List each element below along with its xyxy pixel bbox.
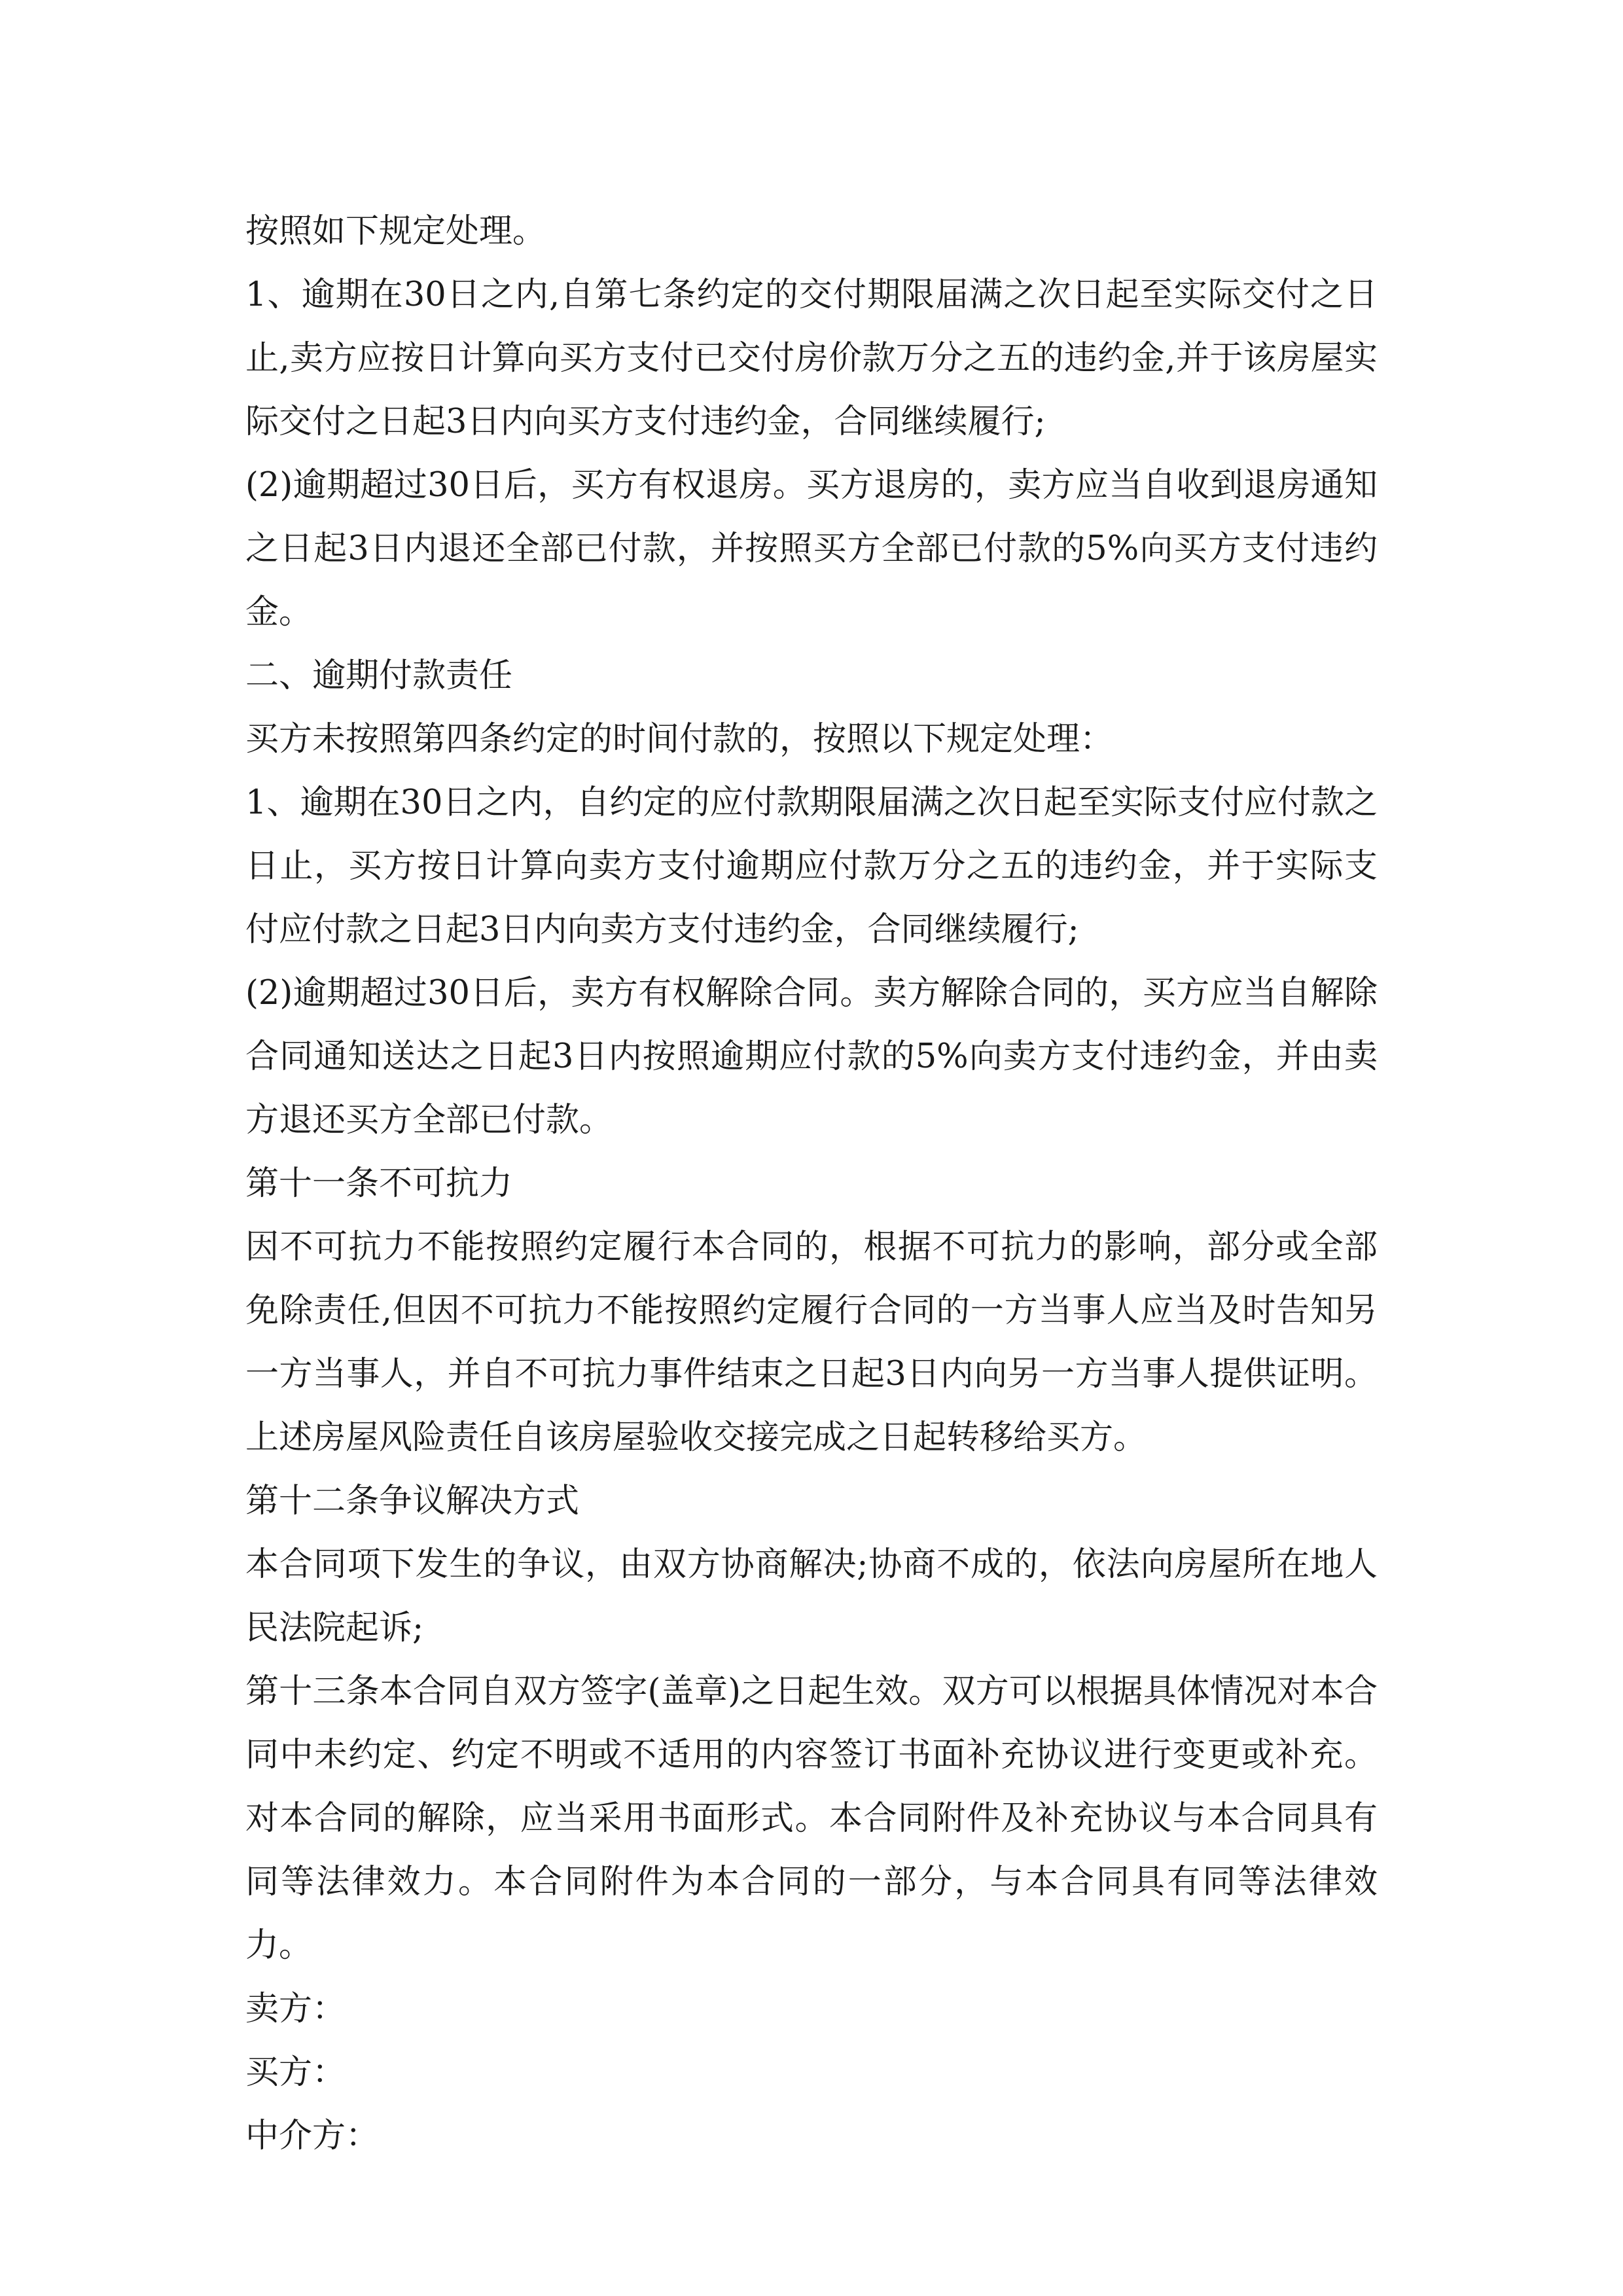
paragraph-delivery-over-30-days: (2)逾期超过30日后，买方有权退房。买方退房的，卖方应当自收到退房通知之日起3日内退还全部已付款，并按照买方全部已付款的5%向买方支付违约金。: [245, 466, 1378, 632]
paragraph-buyer-late-payment: 买方未按照第四条约定的时间付款的，按照以下规定处理：: [245, 720, 1114, 759]
signature-seller: 卖方：: [245, 1990, 346, 2028]
document-body: [245, 200, 1378, 2168]
paragraph-handling-rule: 按照如下规定处理。: [245, 212, 546, 251]
paragraph-effectiveness: 第十三条本合同自双方签字(盖章)之日起生效。双方可以根据具体情况对本合同中未约定、约定不明或不适用的内容签订书面补充协议进行变更或补充。对本合同的解除，应当采用书面形式。本合同附件及补充协议与本合同具有同等法律效力。本合同附件为本合同的一部分，与本合同具有同等法律效力。: [245, 1672, 1378, 1965]
signature-buyer: 买方：: [245, 2053, 346, 2092]
section-heading-late-payment: 二、逾期付款责任: [245, 656, 513, 695]
article-heading-dispute-resolution: 第十二条争议解决方式: [245, 1482, 580, 1520]
paragraph-payment-within-30-days: 1、逾期在30日之内，自约定的应付款期限届满之次日起至实际支付应付款之日止，买方按日计算向卖方支付逾期应付款万分之五的违约金，并于实际支付应付款之日起3日内向卖方支付违约金，合同继续履行;: [245, 783, 1378, 949]
paragraph-dispute-resolution: 本合同项下发生的争议，由双方协商解决;协商不成的，依法向房屋所在地人民法院起诉;: [245, 1545, 1378, 1647]
article-heading-force-majeure: 第十一条不可抗力: [245, 1164, 513, 1203]
signature-agent: 中介方：: [245, 2117, 380, 2155]
paragraph-force-majeure: 因不可抗力不能按照约定履行本合同的，根据不可抗力的影响，部分或全部免除责任,但因不可抗力不能按照约定履行合同的一方当事人应当及时告知另一方当事人，并自不可抗力事件结束之日起3日内向另一方当事人提供证明。上述房屋风险责任自该房屋验收交接完成之日起转移给买方。: [245, 1228, 1378, 1457]
paragraph-delivery-within-30-days: 1、逾期在30日之内,自第七条约定的交付期限届满之次日起至实际交付之日止,卖方应按日计算向买方支付已交付房价款万分之五的违约金,并于该房屋实际交付之日起3日内向买方支付违约金，合同继续履行;: [245, 276, 1378, 441]
paragraph-payment-over-30-days: (2)逾期超过30日后，卖方有权解除合同。卖方解除合同的，买方应当自解除合同通知送达之日起3日内按照逾期应付款的5%向卖方支付违约金，并由卖方退还买方全部已付款。: [245, 974, 1378, 1139]
